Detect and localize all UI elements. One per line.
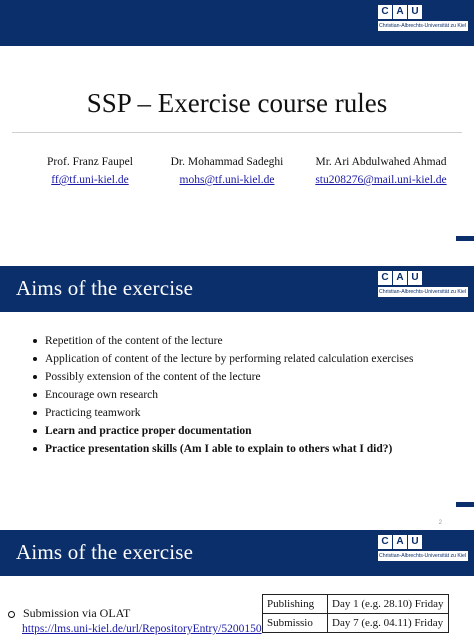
divider [12,132,462,133]
table-cell: Publishing [263,595,328,614]
logo-letter: U [408,5,422,19]
schedule-table [262,594,449,633]
email-link[interactable]: ff@tf.uni-kiel.de [51,174,129,186]
slide-title-text: SSP – Exercise course rules [86,88,388,118]
logo-subtitle: Christian-Albrechts-Universität zu Kiel [379,23,467,29]
logo-letter: C [378,535,392,549]
slide-heading: Aims of the exercise [16,276,194,300]
slide-number: 2 [438,520,442,526]
edge-marker [456,236,474,241]
slide-title [0,0,474,258]
logo-subtitle: Christian-Albrechts-Universität zu Kiel [379,289,467,295]
person-sadeghi [162,156,292,186]
table-row [263,595,449,614]
list-item: Practice presentation skills (Am I able to explain to others what I did?) [30,440,414,458]
logo-letter: C [378,5,392,19]
person-name: Mr. Ari Abdulwahed Ahmad [315,156,447,168]
slide-heading: Aims of the exercise [16,540,194,564]
submission-text: Submission via OLAT [23,606,131,620]
table-cell: Submissio [263,614,328,633]
aims-list [30,332,414,458]
person-faupel [40,156,140,186]
cau-logo [378,271,468,307]
person-ahmad [306,156,456,186]
logo-letter: C [378,271,392,285]
olat-link[interactable]: https://lms.uni-kiel.de/url/RepositoryEntry/5200150 [22,623,262,635]
slide-aims-submission [0,530,474,635]
bullet-circle-icon [8,611,15,618]
logo-letter: A [393,271,407,285]
edge-marker [456,502,474,507]
cau-logo [378,535,468,571]
person-name: Dr. Mohammad Sadeghi [170,156,284,168]
logo-letter: A [393,5,407,19]
list-item: Possibly extension of the content of the lecture [30,368,414,386]
list-item: Learn and practice proper documentation [30,422,414,440]
slide-aims [0,266,474,526]
list-item: Encourage own research [30,386,414,404]
table-cell: Day 1 (e.g. 28.10) Friday [328,595,449,614]
table-row [263,614,449,633]
email-link[interactable]: mohs@tf.uni-kiel.de [179,174,275,186]
logo-letter: U [408,271,422,285]
table-cell: Day 7 (e.g. 04.11) Friday [328,614,449,633]
list-item [8,606,130,621]
logo-letter: U [408,535,422,549]
logo-subtitle: Christian-Albrechts-Universität zu Kiel [379,553,467,559]
person-name: Prof. Franz Faupel [47,156,133,168]
list-item: Practicing teamwork [30,404,414,422]
list-item: Repetition of the content of the lecture [30,332,414,350]
logo-letter: A [393,535,407,549]
email-link[interactable]: stu208276@mail.uni-kiel.de [315,174,447,186]
list-item: Application of content of the lecture by performing related calculation exercises [30,350,414,368]
cau-logo [378,5,468,41]
